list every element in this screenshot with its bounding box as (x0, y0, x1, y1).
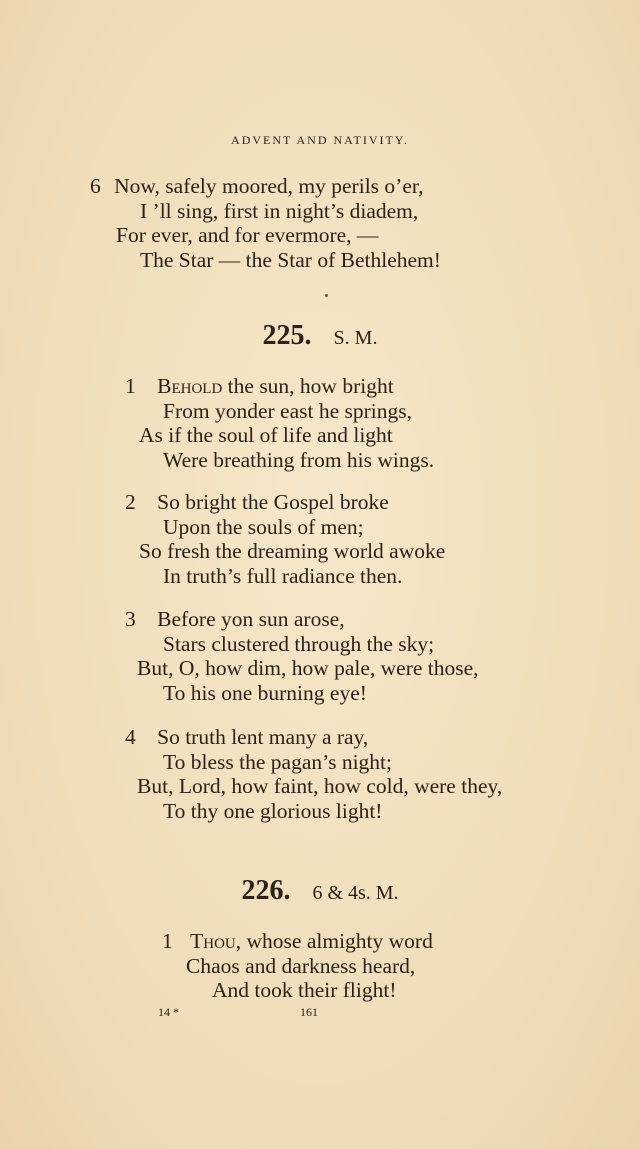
first-word: Behold (157, 374, 223, 398)
stanza-number: 1 (162, 929, 173, 953)
stanza-line (125, 607, 479, 632)
stanza-line: And took their flight! (212, 978, 397, 1002)
hymn-226-stanza-1 (162, 929, 433, 1003)
stanza-line: As if the soul of life and light (139, 423, 393, 447)
first-word: Thou (190, 929, 236, 953)
stanza-line: Were breathing from his wings. (163, 447, 435, 472)
hymn-225-stanza-4 (125, 725, 502, 823)
stanza-line: But, O, how dim, how pale, were those, (137, 656, 479, 680)
hymn-226-heading (0, 875, 640, 907)
line-text: So truth lent many a ray, (157, 725, 369, 749)
stanza-line: I ’ll sing, first in night’s diadem, (140, 198, 419, 223)
stanza-line: To thy one glorious light! (163, 798, 383, 823)
hymn-number: 225. (262, 320, 312, 351)
line-text: Before yon sun arose, (157, 607, 345, 631)
stanza-line (125, 374, 434, 399)
hymn-meter: S. M. (333, 327, 378, 349)
stanza-line (125, 490, 445, 515)
hymn-225-stanza-1 (125, 374, 434, 472)
stanza-number: 4 (125, 725, 136, 749)
stanza-line: Upon the souls of men; (163, 514, 364, 539)
stanza-line: Stars clustered through the sky; (163, 631, 435, 656)
hymn-225-stanza-3 (125, 607, 479, 705)
stanza-line: But, Lord, how faint, how cold, were they, (137, 774, 503, 798)
stanza-line: So fresh the dreaming world awoke (139, 539, 446, 563)
stanza-6 (90, 174, 441, 272)
running-head: ADVENT AND NATIVITY. (231, 133, 409, 147)
hymn-meter: 6 & 4s. M. (312, 882, 399, 904)
stanza-line (125, 725, 502, 750)
stanza-line: For ever, and for evermore, — (116, 223, 379, 247)
stanza-line: To his one burning eye! (163, 680, 367, 705)
hymn-225-heading (0, 320, 640, 352)
stanza-line: To bless the pagan’s night; (163, 749, 392, 774)
page-number: 161 (300, 1005, 318, 1019)
stanza-number: 6 (90, 174, 101, 198)
divider-dot (325, 294, 328, 297)
signature-mark: 14 * (158, 1005, 179, 1019)
stanza-line: From yonder east he springs, (163, 398, 413, 423)
line-text: Now, safely moored, my perils o’er, (114, 174, 424, 198)
line-text: , whose almighty word (235, 929, 433, 953)
hymn-225-stanza-2 (125, 490, 445, 588)
stanza-number: 3 (125, 607, 136, 631)
stanza-line (90, 174, 441, 199)
hymn-number: 226. (241, 875, 291, 906)
stanza-line: Chaos and darkness heard, (186, 953, 416, 978)
line-text: So bright the Gospel broke (157, 490, 389, 514)
stanza-number: 1 (125, 374, 136, 398)
line-text: the sun, how bright (222, 374, 394, 398)
stanza-line: The Star — the Star of Bethlehem! (140, 247, 441, 272)
stanza-line (162, 929, 433, 954)
stanza-line: In truth’s full radiance then. (163, 563, 403, 588)
stanza-number: 2 (125, 490, 136, 514)
